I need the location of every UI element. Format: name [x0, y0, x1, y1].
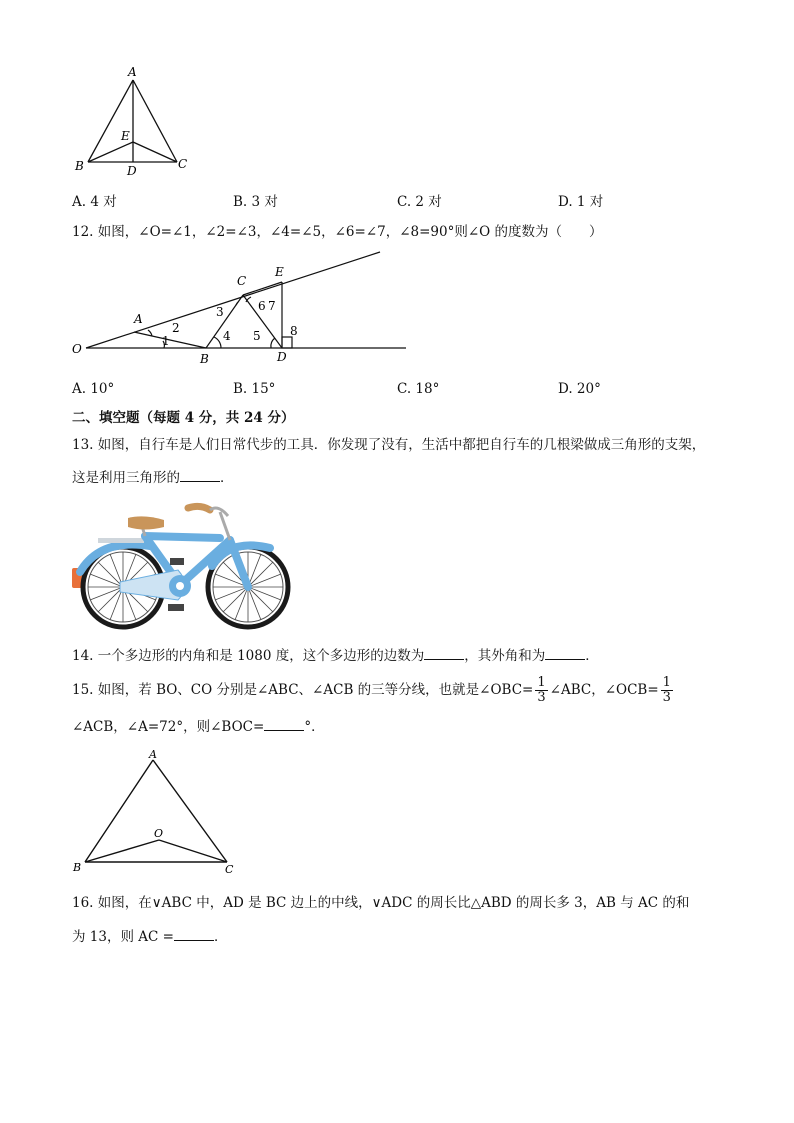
bicycle-illustration: [70, 500, 292, 632]
q15-line2: [72, 716, 325, 737]
q11-figure: [70, 62, 200, 182]
q11-option-b[interactable]: B. 3 对: [233, 194, 278, 210]
q12-label-o: O: [72, 342, 82, 356]
q15-line1: [72, 675, 675, 705]
q12-option-d[interactable]: D. 20°: [558, 381, 601, 397]
q16-text-3: ．: [213, 929, 228, 945]
q14-text-2: ，其外角和为: [464, 648, 546, 664]
q12-angle-3: 3: [216, 305, 224, 319]
q12-question: [72, 222, 603, 242]
q13-number: 13.: [72, 437, 94, 453]
q11-option-d[interactable]: D. 1 对: [558, 194, 604, 210]
q12-number: 12.: [72, 224, 94, 240]
q11-option-a[interactable]: A. 4 对: [72, 194, 117, 210]
q16-line1: [72, 893, 689, 913]
q15-fraction-1: [535, 676, 547, 705]
q12-angle-4: 4: [223, 329, 231, 343]
q15-label-a: A: [149, 748, 157, 761]
q16-text-2: 为 13，则 AC =: [72, 929, 174, 945]
q12-angle-1: 1: [162, 334, 170, 348]
q11-option-c[interactable]: C. 2 对: [397, 194, 442, 210]
q13-text-1: 如图，自行车是人们日常代步的工具．你发现了没有，生活中都把自行车的几根梁做成三角形的支架，: [97, 437, 706, 453]
q12-label-b: B: [200, 352, 209, 366]
q15-frac1-num: 1: [537, 675, 546, 690]
q15-text-1: 如图，若 BO、CO 分别是∠ABC、∠ACB 的三等分线，也就是∠OBC=: [97, 682, 534, 698]
q16-number: 16.: [72, 895, 94, 911]
q12-option-b[interactable]: B. 15°: [233, 381, 276, 397]
q15-frac1-den: 3: [537, 690, 546, 705]
q12-text: 如图，∠O=∠1，∠2=∠3，∠4=∠5，∠6=∠7，∠8=90°则∠O 的度数为（ ）: [97, 224, 603, 240]
q11-label-e: E: [121, 129, 130, 143]
q15-figure: [70, 746, 250, 878]
q15-text-3: ∠ACB，∠A=72°，则∠BOC=: [72, 719, 265, 735]
q14-sides-blank[interactable]: [424, 645, 464, 660]
q11-label-d: D: [127, 164, 137, 178]
q11-label-c: C: [178, 157, 188, 171]
section-heading: 二、填空题（每题 4 分，共 24 分）: [72, 410, 295, 426]
q15-fraction-2: [661, 676, 673, 705]
q15-label-c: C: [225, 863, 234, 876]
q12-label-c: C: [237, 274, 247, 288]
q15-text-2: ∠ABC，∠OCB=: [549, 682, 659, 698]
q16-text-1: 如图，在∨ABC 中，AD 是 BC 边上的中线，∨ADC 的周长比△ABD 的周长多 3，AB 与 AC 的和: [97, 895, 690, 911]
q14-text-3: ．: [585, 648, 599, 664]
q12-label-e: E: [275, 265, 284, 279]
q15-label-o: O: [154, 827, 164, 840]
q15-answer-blank[interactable]: [264, 716, 304, 731]
q12-angle-8: 8: [290, 324, 298, 338]
q15-frac2-den: 3: [662, 690, 671, 705]
q14-text-1: 一个多边形的内角和是 1080 度，这个多边形的边数为: [97, 648, 425, 664]
q11-label-a: A: [128, 65, 137, 79]
q16-line2: [72, 926, 227, 947]
q15-label-b: B: [73, 861, 82, 874]
q12-angle-6: 6: [258, 299, 266, 313]
q13-line1: [72, 435, 705, 455]
q12-option-c[interactable]: C. 18°: [397, 381, 440, 397]
q13-line2: [72, 467, 234, 488]
q14-line: [72, 645, 599, 666]
q12-angle-7: 7: [268, 299, 276, 313]
q12-label-d: D: [277, 350, 287, 364]
q11-label-b: B: [75, 159, 84, 173]
q12-angle-5: 5: [253, 329, 261, 343]
q12-angle-2: 2: [172, 321, 180, 335]
q15-text-4: °．: [304, 719, 325, 735]
q12-figure: [68, 248, 418, 368]
q14-number: 14.: [72, 648, 94, 664]
q13-text-3: ．: [220, 470, 234, 486]
q14-exterior-blank[interactable]: [545, 645, 585, 660]
q12-option-a[interactable]: A. 10°: [72, 381, 115, 397]
q13-answer-blank[interactable]: [180, 467, 220, 482]
q13-text-2: 这是利用三角形的: [72, 470, 180, 486]
q15-frac2-num: 1: [662, 675, 671, 690]
q15-number: 15.: [72, 682, 94, 698]
q12-label-a: A: [134, 312, 143, 326]
q16-answer-blank[interactable]: [174, 926, 214, 941]
